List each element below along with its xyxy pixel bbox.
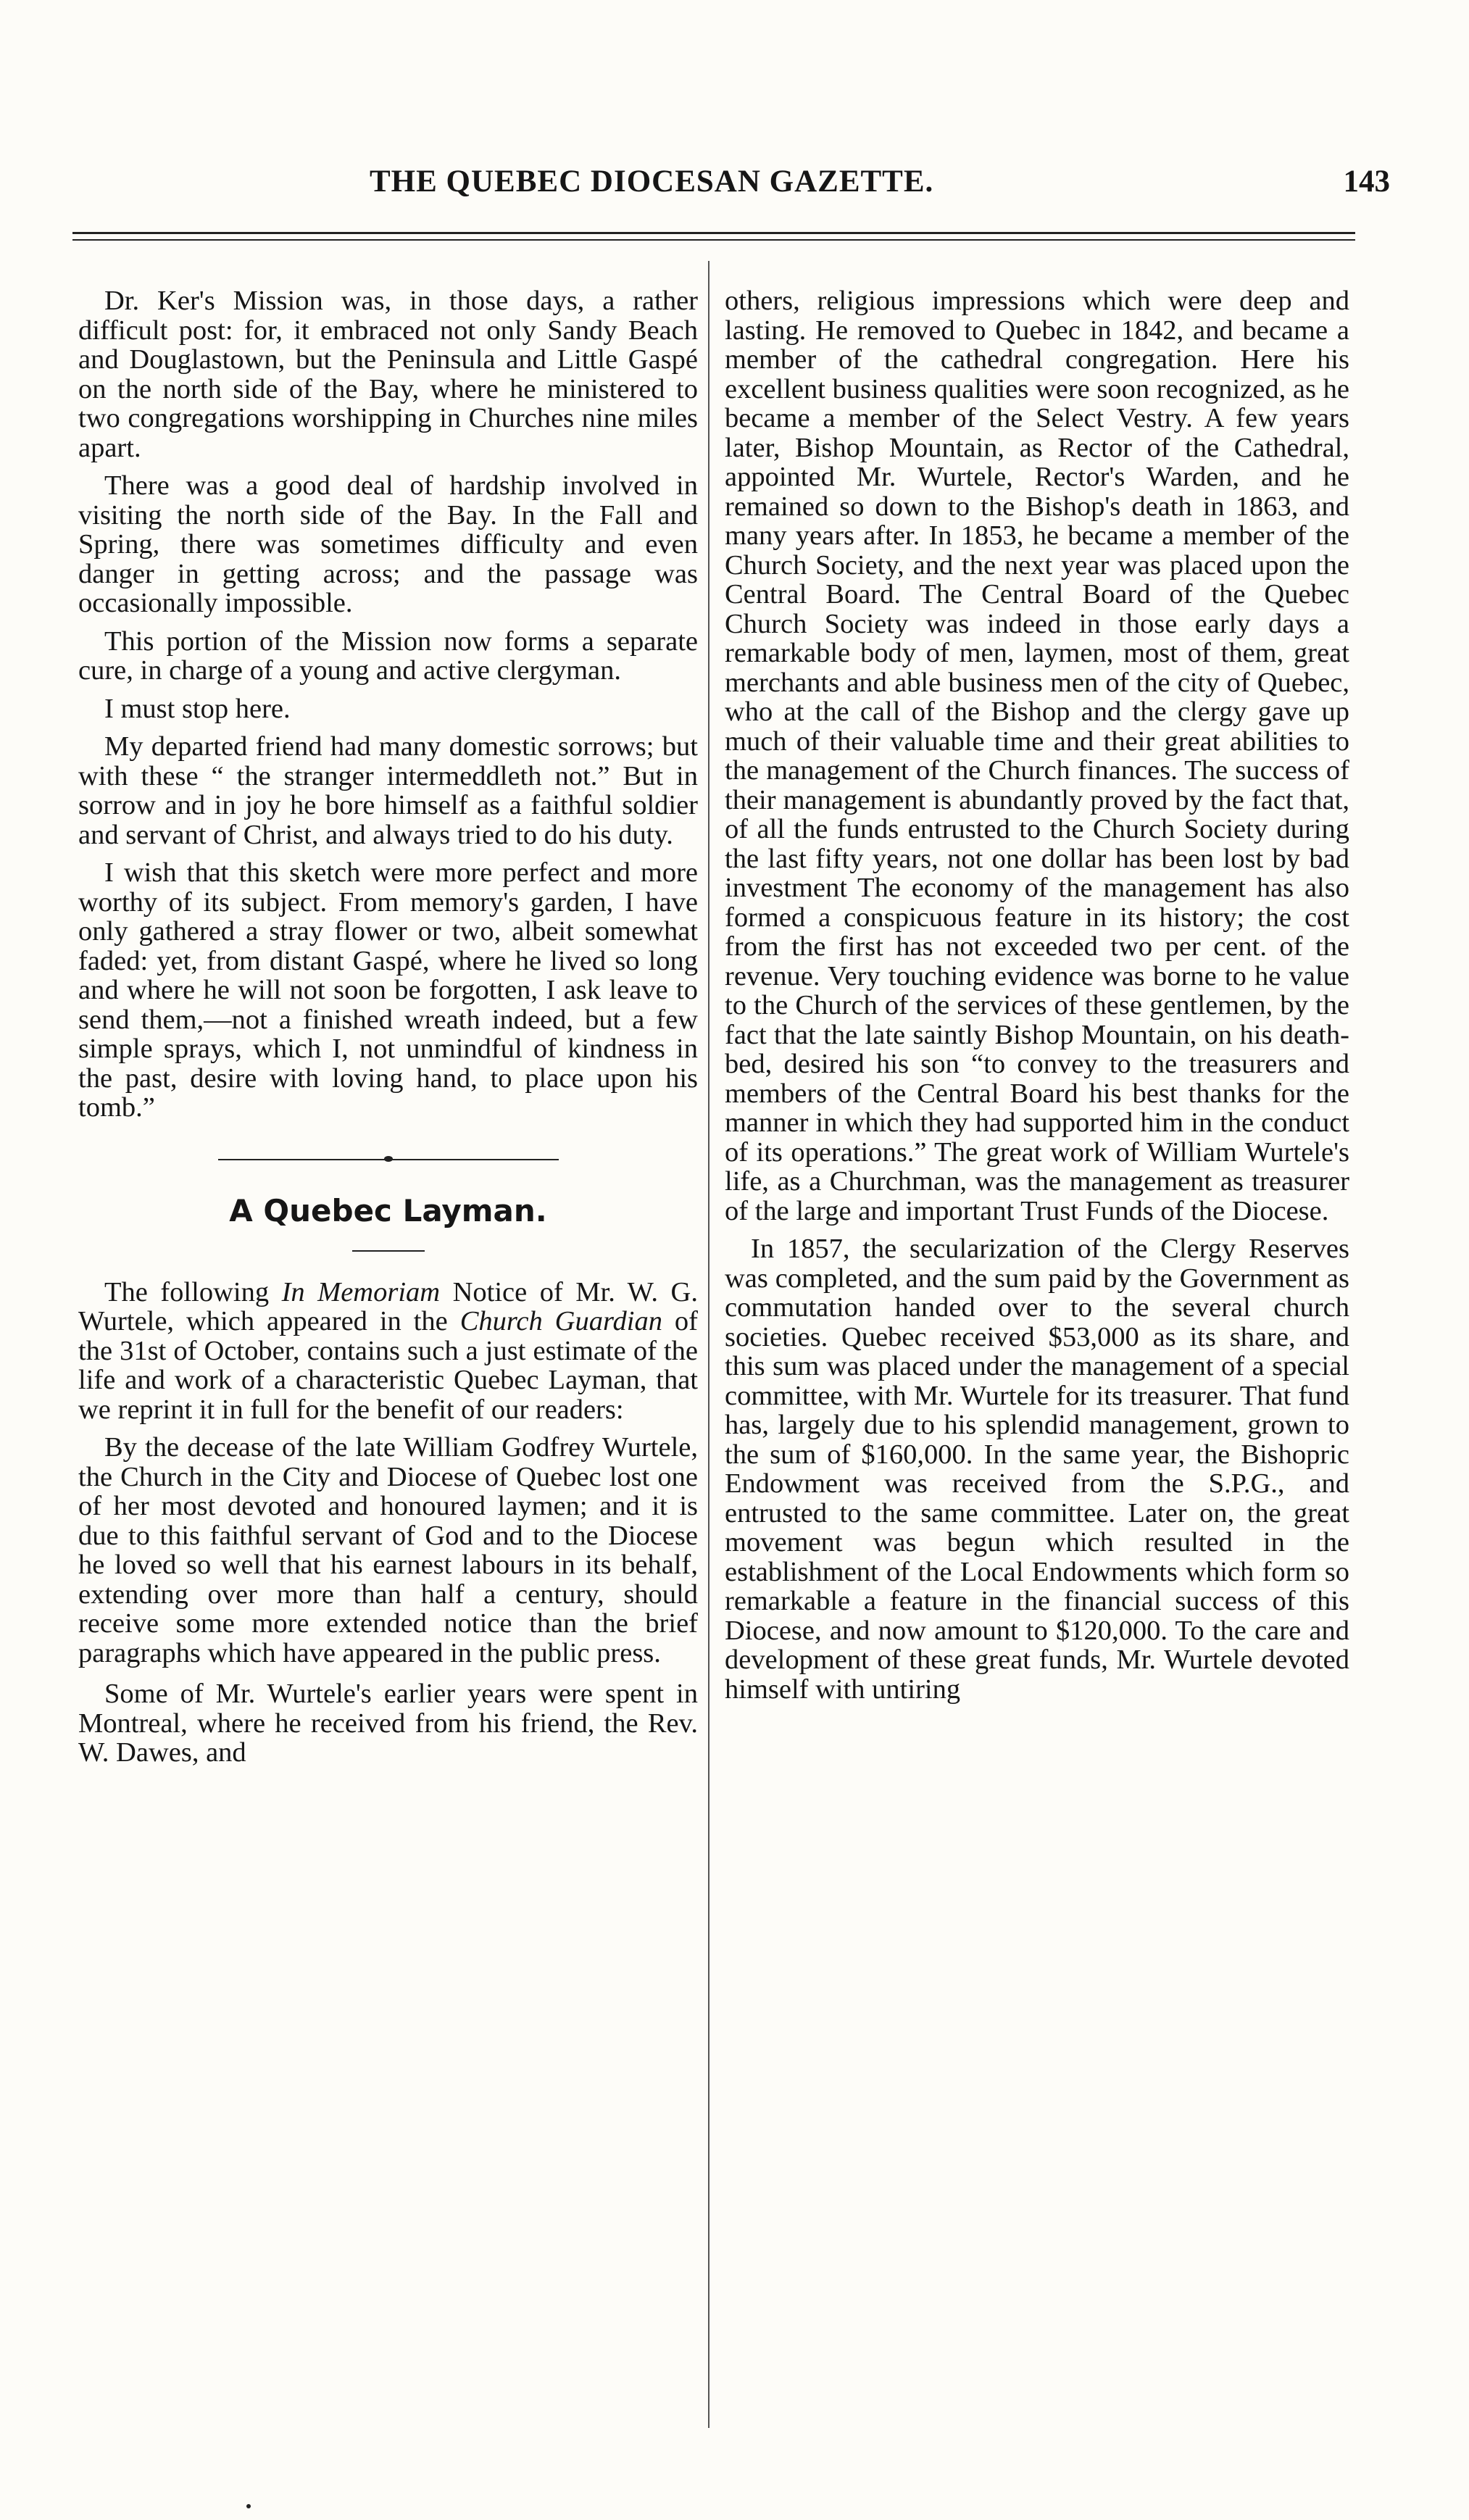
column-separator bbox=[708, 261, 709, 2428]
section-heading: A Quebec Layman. bbox=[229, 1192, 547, 1228]
header-rule-bottom bbox=[72, 239, 1355, 241]
right-column bbox=[725, 286, 1349, 1704]
left-column bbox=[78, 286, 698, 1768]
paragraph: There was a good deal of hardship involved in visiting the north side of the Bay. In the Fall and Spring, there was sometimes difficulty and even danger in getting across; and the passage was occasionally impossible. bbox=[78, 470, 698, 618]
ink-mark bbox=[246, 2504, 251, 2508]
heading-rule bbox=[352, 1250, 425, 1252]
section-divider bbox=[218, 1159, 559, 1163]
paragraph: In 1857, the secularization of the Clergy Reserves was completed, and the sum paid by the Government as commutation handed over to the several church societies. Quebec received $53,000 as its share, and this sum was placed under the management of a special committee, with Mr. Wurtele for its treasurer. That fund has, largely due to his splendid management, grown to the sum of $160,000. In the same year, the Bishopric Endowment was received from the S.P.G., and entrusted to the same committee. Later on, the great movement was begun which resulted in the establishment of the Local Endowments which form so remarkable a feature in the financial success of this Diocese, and now amount to $120,000. To the care and development of these great funds, Mr. Wurtele devoted himself with untiring bbox=[725, 1234, 1349, 1705]
italic-title: Church Guardian bbox=[459, 1306, 662, 1336]
header-rule-top bbox=[72, 232, 1355, 234]
italic-title: In Memoriam bbox=[281, 1276, 441, 1307]
page-number: 143 bbox=[1343, 165, 1390, 199]
paragraph: others, religious impressions which were deep and lasting. He removed to Quebec in 1842, and became a member of the cathedral congregation. Here his excellent business qualities were soon recognized, as he became a member of the Select Vestry. A few years later, Bishop Mountain, as Rector of the Cathedral, appointed Mr. Wurtele, Rector's Warden, and he remained so down to the Bishop's death in 1863, and many years after. In 1853, he became a member of the Church Society, and the next year was placed upon the Central Board. The Central Board of the Quebec Church Society was indeed in those early days a remarkable body of men, laymen, most of them, great merchants and able business men of the city of Quebec, who at the call of the Bishop and the clergy gave up much of their valuable time and their great abilities to the management of the Church finances. The success of their management is abundantly proved by the fact that, of all the funds entrusted to the Church Society during the last fifty years, not one dollar has been lost by bad investment The economy of the management has also formed a conspicuous feature in its history; the cost from the first has not exceeded two per cent. of the revenue. Very touching evidence was borne to he value to the Church of the services of these gentlemen, by the fact that the late saintly Bishop Mountain, on his death-bed, desired his son “to convey to the treasurers and members of the Central Board his best thanks for the manner in which they had supported him in the conduct of its operations.” The great work of William Wurtele's life, as a Churchman, was the management as treasurer of the large and important Trust Funds of the Diocese. bbox=[725, 286, 1349, 1226]
page-header bbox=[72, 164, 1399, 207]
paragraph: I wish that this sketch were more perfect and more worthy of its subject. From memory's garden, I have only gathered a stray flower or two, albeit somewhat faded: yet, from distant Gaspé, where he lived so long and where he will not soon be forgotten, I ask leave to send them,—not a finished wreath indeed, but a few simple sprays, which I, not unmindful of kindness in the past, desire with loving hand, to place upon his tomb.” bbox=[78, 857, 698, 1123]
paragraph: This portion of the Mission now forms a separate cure, in charge of a young and active clergyman. bbox=[78, 625, 698, 686]
paragraph: Some of Mr. Wurtele's earlier years were spent in Montreal, where he received from his friend, the Rev. W. Dawes, and bbox=[78, 1679, 698, 1768]
paragraph: I must stop here. bbox=[104, 693, 291, 724]
paragraph: My departed friend had many domestic sorrows; but with these “ the stranger intermeddleth not.” But in sorrow and in joy he bore himself as a faithful soldier and servant of Christ, and always tried to do his duty. bbox=[78, 731, 698, 850]
running-title: THE QUEBEC DIOCESAN GAZETTE. bbox=[370, 165, 934, 199]
paragraph: By the decease of the late William Godfrey Wurtele, the Church in the City and Diocese of Quebec lost one of her most devoted and honoured laymen; and it is due to this faithful servant of God and to the Diocese he loved so well that his earnest labours in its behalf, extending over more than half a century, should receive some more extended notice than the brief paragraphs which have appeared in the public press. bbox=[78, 1432, 698, 1668]
paragraph: Dr. Ker's Mission was, in those days, a rather difficult post: for, it embraced not only Sandy Beach and Douglastown, but the Peninsula and Little Gaspé on the north side of the Bay, where he ministered to two congregations worshipping in Churches nine miles apart. bbox=[78, 286, 698, 463]
intro-paragraph: The following In Memoriam Notice of Mr. W. G. Wurtele, which appeared in the Church Guardian of the 31st of October, contains such a just estimate of the life and work of a characteristic Quebec Layman, that we reprint it in full for the benefit of our readers: bbox=[78, 1276, 698, 1425]
